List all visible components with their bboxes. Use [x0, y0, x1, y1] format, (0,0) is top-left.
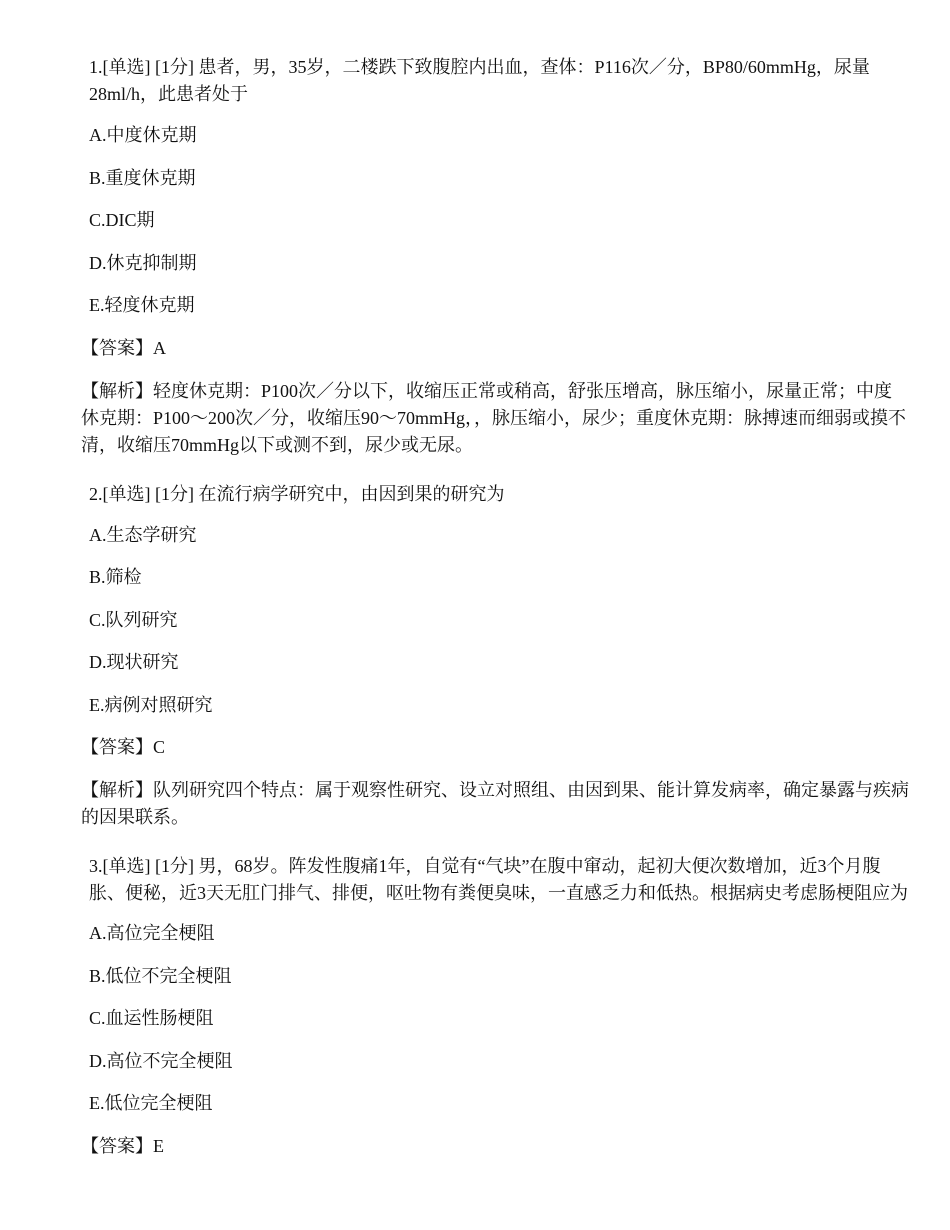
option-e: E.轻度休克期 — [89, 295, 195, 315]
analysis: 【解析】轻度休克期：P100次／分以下，收缩压正常或稍高，舒张压增高，脉压缩小，尿量正常；中度休克期：P100～200次／分，收缩压90～70mmHg，，脉压缩小，尿少；重度休克期：脉搏速而细弱或摸不清，收缩压70mmHg以下或测不到，尿少或无尿。 — [81, 380, 907, 455]
question-stem: 1.[单选] [1分] 患者，男，35岁，二楼跌下致腹腔内出血，查体：P116次／分，BP80/60mmHg，尿量28ml/h，此患者处于 — [89, 57, 870, 104]
answer: 【答案】A — [81, 337, 166, 358]
option-d: D.高位不完全梗阻 — [89, 1050, 233, 1071]
option-b: B.筛检 — [89, 567, 142, 587]
answer: 【答案】E — [81, 1135, 164, 1156]
answer: 【答案】C — [81, 737, 166, 757]
question-3 — [81, 853, 909, 1160]
option-b: B.低位不完全梗阻 — [89, 965, 232, 986]
option-d: D.现状研究 — [89, 652, 179, 672]
option-e: E.病例对照研究 — [89, 694, 213, 715]
question-stem: 3.[单选] [1分] 男，68岁。阵发性腹痛1年，自觉有“气块”在腹中窜动，起初大便次数增加，近3个月腹胀、便秘，近3天无肛门排气、排便，呕吐物有粪便臭味，一直感乏力和低热。根据病史考虑肠梗阻应为 — [89, 856, 908, 903]
analysis: 【解析】队列研究四个特点：属于观察性研究、设立对照组、由因到果、能计算发病率，确定暴露与疾病的因果联系。 — [81, 780, 909, 827]
option-b: B.重度休克期 — [89, 167, 196, 188]
option-a: A.中度休克期 — [89, 125, 197, 145]
option-d: D.休克抑制期 — [89, 252, 197, 273]
exam-page — [81, 54, 909, 1176]
question-2 — [81, 481, 909, 832]
option-c: C.血运性肠梗阻 — [89, 1008, 214, 1028]
question-stem: 2.[单选] [1分] 在流行病学研究中，由因到果的研究为 — [89, 483, 505, 504]
option-a: A.生态学研究 — [89, 524, 197, 545]
option-c: C.DIC期 — [89, 210, 155, 230]
option-e: E.低位完全梗阻 — [89, 1093, 213, 1113]
option-c: C.队列研究 — [89, 609, 178, 630]
option-a: A.高位完全梗阻 — [89, 923, 215, 943]
question-1 — [81, 54, 909, 459]
